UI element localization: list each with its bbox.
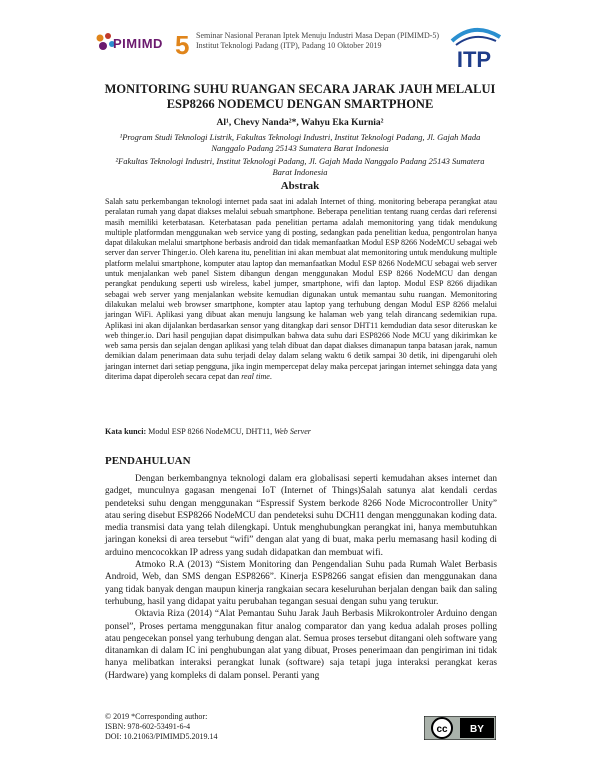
abstract-end: .	[269, 372, 272, 382]
abstract-body: Salah satu perkembangan teknologi internet pada saat ini adalah Internet of thing. monitoring beberapa perangkat atau peralatan rumah yang dapat diakses melalui sebuah smartphone. Beberapa penelitian tentang ruang cerdas dari referensi masih memiliki keterbatasan. Keterbatasan pada penelitian pertama adalah memonitoring yang tidak mendukung multiple platformdan menggunakan web service yang di posting, sedangkan pada penelitian kedua, pengontrolan hanya dapat dilakukan melalui smartphone berbasis android dan tidak memanfaatkan Modul ESP 8266 NodeMCU sebagai web server dan server Thinger.io. Oleh karena itu, penelitian ini akan membuat alat memonitoring untuk mendukung multiple platform melalui smartphone, komputer atau laptop dan memanfaatkan Modul ESP 8266 NodeMCU sebagai web server untuk menjalankan web panel Sistem dibangun dengan menggunakan Modul ESP 8266 NodeMCU dan dengan perangkat pendukung seperti usb wireless, kabel jumper, smartphone, wifi dan laptop. Modul ESP 8266 dijadikan sebagai web server yang menjalankan website kemudian digunakan untuk memantau suhu ruangan. Memonitoring dilakukan melalui web browser smartphone, kompter atau laptop yang terhubung dengan Modul ESP 8266 melalui jaringan WiFi. Aplikasi yang dibuat akan menuju langsung ke halaman web yang telah dirancang sedemikian rupa. Aplikasi ini akan dijalankan berdasarkan sensor yang ditangkap dari sensor DHT11 kemdudian data sesor diteruskan ke web thinger.io. Dari hasil pengujian dapat disimpulkan bahwa data suhu dari ESP8266 Node MCU yang dikirimkan ke web sama persis dan sejalan dengan aplikasi yang telah dibuat dan dapat diakses dimanapun tanpa batasan jarak, namun demikian dalam penerimaan data suhu terjadi delay dalam selang waktu 6 detik sampai 30 detik, ini dipengaruhi oleh jaringan internet dari setiap pengguna, jika ingin mempercepat delay maka percepat jaringan internet sehingga data yang diterima dapat diperoleh secara cepat dan	[105, 197, 497, 382]
by-text: BY	[470, 724, 484, 735]
cc-by-license-badge	[424, 716, 496, 740]
abstract-text	[105, 197, 497, 382]
cc-text: cc	[436, 724, 448, 735]
page-footer	[105, 712, 217, 742]
keywords-label: Kata kunci:	[105, 427, 147, 436]
introduction-paragraph-3: Oktavia Riza (2014) “Alat Pemantau Suhu Jarak Jauh Berbasis Mikrokontroler Arduino dengan ponsel”, Proses pertama menggunakan fitur analog comparator dan yang kedua adalah proses polling atau pengecekan ponsel yang terhubung dengan alat. Semua proses tersebut ditangani oleh software yang ditanamkan di dalam IC ini penghubungan alat yang dibuat, Proses penerimaan dan pengiriman ini tidak hanya melibatkan interaksi perangkat lunak (software) saja tetapi juga interaksi perangkat keras (Hardware) yang kompleks di dalam ponsel. Peranti yang	[105, 609, 497, 681]
footer-doi: DOI: 10.21063/PIMIMD5.2019.14	[105, 732, 218, 741]
itp-logo	[438, 23, 510, 75]
section-heading-introduction: PENDAHULUAN	[105, 455, 191, 467]
keywords-italic: Web Server	[274, 427, 311, 436]
keywords-list: Modul ESP 8266 NodeMCU, DHT11,	[146, 427, 275, 436]
pimimd-logo	[95, 30, 190, 60]
itp-logo-swoosh-inner	[456, 37, 496, 45]
introduction-paragraph-1: Dengan berkembangnya teknologi dalam era globalisasi seperti kemudahan akses internet dan gadget, munculnya gagasan mengenai IoT (Internet of Things)Salah satunya alat kendali cerdas pendeteksi suhu dengan menggunakan “Espressif System berkode 8266 Node Microcontroller Unity” atau sering disebut ESP8266 NodeMCU dan pendeteksi suhu DCH11 dengan menggunakan koding data. media transmisi data yang telah dilengkapi. Untuk menghubungkan perangkat ini, hanya membutuhkan jaringan koneksi di area tersebut “wifi” dengan alat yang di buat, maka perlu memasang hasil koding di arduino mencocokkan IP adress yang sudah didapatkan dan membuat wifi.	[105, 474, 497, 558]
introduction-body	[105, 473, 497, 682]
footer-isbn: ISBN: 978-602-53491-6-4	[105, 722, 191, 731]
itp-logo-text: ITP	[456, 47, 492, 72]
introduction-paragraph-2: Atmoko R.A (2013) “Sistem Monitoring dan Pengendalian Suhu pada Rumah Walet Berbasis Android, Web, dan SMS dengan ESP8266”. Kinerja ESP8266 sangat efisien dan menggunakan dana yang tidak banyak dengan maupun kinerja rangkaian secara keseluruhan berjalan dengan baik dan saling terhubung, hasil yang didapat yaitu perubahan tegangan sesuai dengan suhu yang terukur.	[105, 560, 497, 607]
keywords	[105, 427, 497, 436]
conference-line-1: Seminar Nasional Peranan Iptek Menuju Industri Masa Depan (PIMIMD-5)	[196, 31, 440, 40]
paper-title: MONITORING SUHU RUANGAN SECARA JARAK JAUH MELALUI ESP8266 NODEMCU DENGAN SMARTPHONE	[104, 82, 496, 111]
affiliation-1: ¹Program Studi Teknologi Listrik, Fakultas Teknologi Industri, Institut Teknologi Padang, Jl. Gajah Mada Nanggalo Padang 25143 Sumatera Barat Indonesia	[119, 132, 481, 153]
paper-authors: Al¹, Chevy Nanda²*, Wahyu Eka Kurnia²	[216, 118, 384, 128]
abstract-italic: real time	[241, 372, 270, 382]
pimimd-logo-number: 5	[175, 30, 190, 60]
pimimd-logo-text: PIMIMD	[113, 36, 163, 51]
affiliation-2: ²Fakultas Teknologi Industri, Institut Teknologi Padang, Jl. Gajah Mada Nanggalo Padang 25143 Sumatera Barat Indonesia	[115, 156, 485, 177]
conference-line-2: Institut Teknologi Padang (ITP), Padang 10 Oktober 2019	[196, 41, 382, 50]
conference-info	[196, 31, 439, 51]
footer-copyright: © 2019 *Corresponding author:	[105, 712, 208, 721]
abstract-heading: Abstrak	[280, 180, 320, 192]
